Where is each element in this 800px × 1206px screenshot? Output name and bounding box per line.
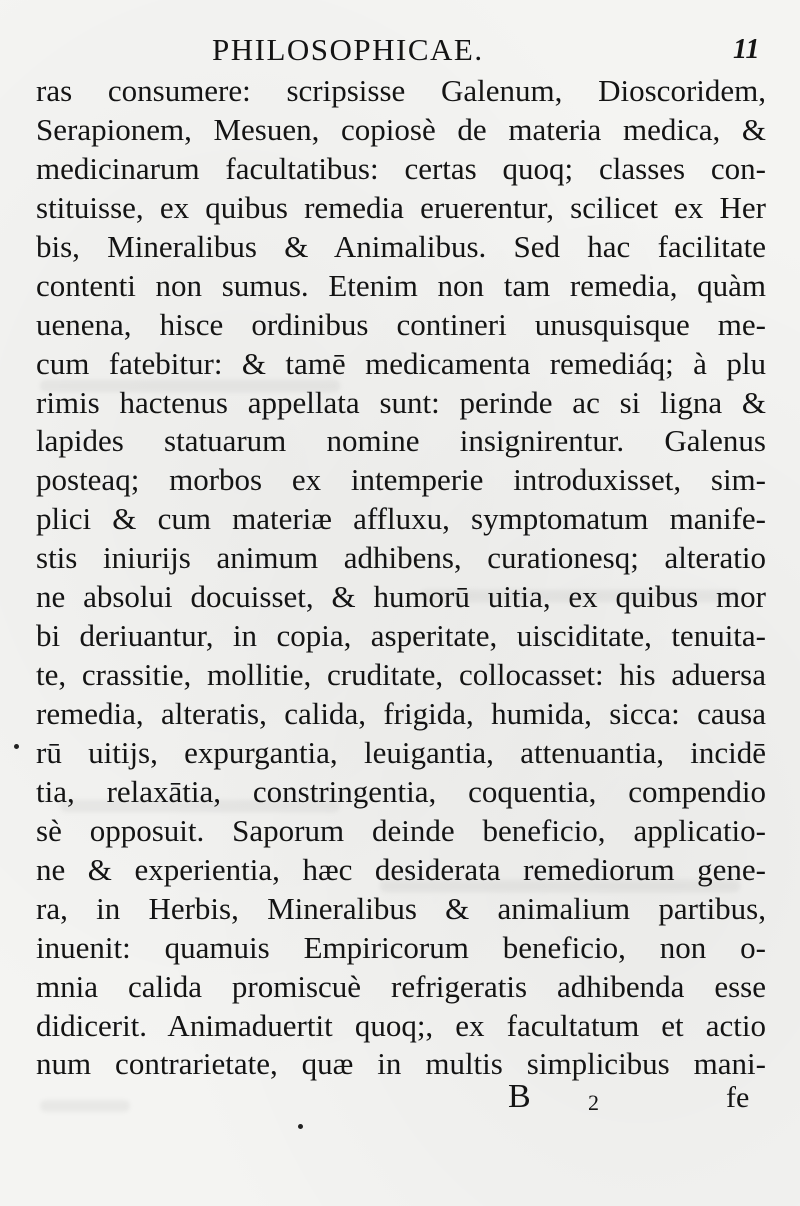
running-head: PHILOSOPHICAE.: [212, 32, 484, 67]
bottom-mark: [298, 1124, 303, 1129]
text-line: num contrarietate, quæ in multis simplicibus mani-: [36, 1046, 766, 1082]
page-footer: [0, 1078, 800, 1128]
signature-mark: B: [508, 1078, 531, 1115]
text-line: plici & cum materiæ affluxu, symptomatum manife-: [36, 501, 766, 537]
page-number: 11: [733, 34, 760, 65]
text-line: stis iniurijs animum adhibens, curationesq; alteratio: [36, 540, 766, 576]
text-line: lapides statuarum nomine insignirentur. Galenus: [36, 423, 766, 459]
text-line: te, crassitie, mollitie, cruditate, collocasset: his aduersa: [36, 657, 766, 693]
text-line: bi deriuantur, in copia, asperitate, uisciditate, tenuita-: [36, 618, 766, 654]
text-line: rimis hactenus appellata sunt: perinde ac si ligna &: [36, 384, 766, 420]
signature-number: 2: [588, 1090, 599, 1115]
text-line: inuenit: quamuis Empiricorum beneficio, non o-: [36, 929, 766, 965]
text-line: posteaq; morbos ex intemperie introduxisset, sim-: [36, 462, 766, 498]
catchword: fe: [726, 1081, 750, 1114]
text-line: ras consumere: scripsisse Galenum, Dioscoridem,: [36, 73, 766, 108]
page-header: [0, 30, 800, 70]
text-line: uenena, hisce ordinibus contineri unusquisque me-: [36, 306, 766, 342]
margin-mark: [14, 744, 19, 749]
text-line: ra, in Herbis, Mineralibus & animalium partibus,: [36, 890, 766, 926]
text-line: stituisse, ex quibus remedia eruerentur, scilicet ex Her: [36, 189, 766, 225]
text-line: ne absolui docuisset, & humorū uitia, ex quibus mor: [36, 579, 766, 615]
text-line: contenti non sumus. Etenim non tam remedia, quàm: [36, 267, 766, 303]
text-line: bis, Mineralibus & Animalibus. Sed hac facilitate: [36, 228, 766, 264]
text-line: cum fatebitur: & tamē medicamenta remediáq; à plu: [36, 345, 766, 381]
text-line: medicinarum facultatibus: certas quoq; classes con-: [36, 150, 766, 186]
text-line: sè opposuit. Saporum deinde beneficio, applicatio-: [36, 812, 766, 848]
text-line: ne & experientia, hæc desiderata remediorum gene-: [36, 851, 766, 887]
text-line: didicerit. Animaduertit quoq;, ex facultatum et actio: [36, 1007, 766, 1043]
body-text: [36, 72, 766, 1084]
text-line: Serapionem, Mesuen, copiosè de materia medica, &: [36, 111, 766, 147]
text-line: rū uitijs, expurgantia, leuigantia, attenuantia, incidē: [36, 734, 766, 770]
text-line: remedia, alteratis, calida, frigida, humida, sicca: causa: [36, 696, 766, 731]
text-line: tia, relaxātia, constringentia, coquentia, compendio: [36, 773, 766, 809]
text-line: mnia calida promiscuè refrigeratis adhibenda esse: [36, 968, 766, 1004]
